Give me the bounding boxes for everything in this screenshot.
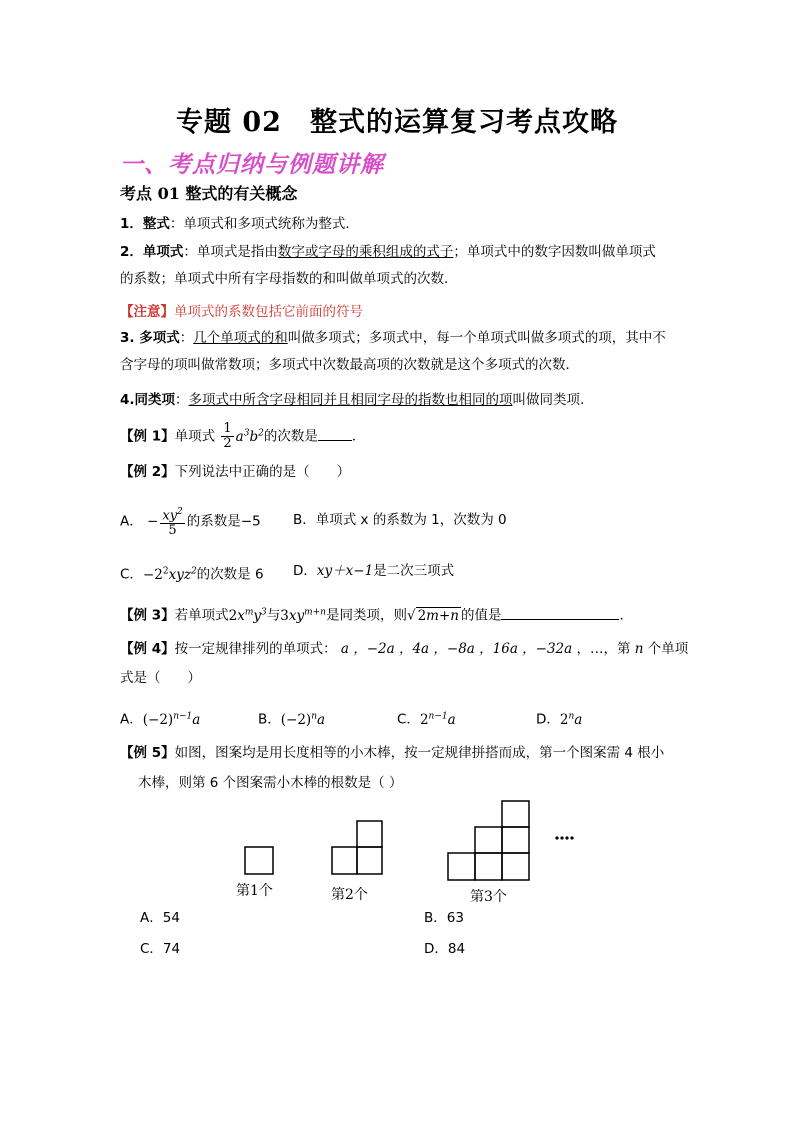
ex3-end: ． [619, 607, 633, 624]
fig3-square-1 [448, 853, 475, 880]
ex4-n: n [630, 641, 648, 657]
ex4-option-a[interactable] [120, 706, 200, 730]
fig-label-1: 第1个 [236, 883, 273, 899]
ex3-pre: 若单项式 [174, 607, 229, 624]
def-2 [120, 242, 656, 262]
ex4-b-math: $(-2)^na$ [280, 711, 326, 728]
ex4-c-math: $2^{n-1}a$ [419, 711, 456, 728]
ex2-c-math: $-2^2xyz^2$ [142, 566, 197, 583]
def-3-line2: 含字母的项叫做常数项；多项式中次数最高项的次数就是这个多项式的次数． [120, 357, 579, 373]
ex2-tag: 【例 2】 [120, 464, 175, 480]
ellipsis-dots [555, 836, 573, 839]
fig2-square-3 [357, 821, 382, 847]
def-1 [120, 214, 359, 234]
example-5 [120, 743, 664, 763]
def-2-underlined: 数字或字母的乘积组成的式子 [277, 244, 454, 260]
ex3-sqrt: √ 2m+n [406, 607, 459, 624]
example-2 [120, 462, 350, 482]
ex4-sequence: a ，−2a ，4a ，−8a ，16a ，−32a [336, 641, 577, 657]
fig2-square-2 [357, 847, 382, 874]
def-1-text: ：单项式和多项式统称为整式． [169, 216, 359, 232]
ex3-tag: 【例 3】 [120, 607, 175, 624]
example-3 [120, 602, 633, 626]
def-4-underlined: 多项式中所含字母相同并且相同字母的指数也相同的项 [188, 392, 513, 408]
ex5-option-d[interactable]: D．84 [424, 941, 466, 957]
ex4-tag: 【例 4】 [120, 641, 175, 657]
section-heading: 一、考点归纳与例题讲解 [120, 152, 384, 178]
ex2-d-text: 是二次三项式 [373, 563, 455, 579]
ex2-a-fraction [160, 505, 184, 538]
def-2-label: 2．单项式 [120, 244, 184, 260]
ex4-a-label: A． [120, 711, 143, 728]
ex3-term1: $2x^my^3$ [228, 607, 267, 624]
note-text: 单项式的系数包括它前面的符号 [174, 304, 363, 320]
ex2-a-num: $xy^2$ [162, 507, 183, 524]
ex2-option-d[interactable] [293, 561, 454, 581]
ex4-c-label: C． [397, 711, 420, 728]
ex4-option-c[interactable] [397, 706, 456, 730]
page-title [0, 100, 794, 139]
ex2-c-text: 的次数是 6 [196, 566, 264, 583]
ex2-option-a[interactable] [120, 505, 261, 538]
ex5-figure [230, 795, 590, 907]
ex3-answer-blank[interactable] [501, 605, 619, 620]
def-4-post: 叫做同类项. [512, 392, 585, 408]
ex4-pre: 按一定规律排列的单项式： [174, 641, 337, 657]
ex5-option-b[interactable]: B．63 [424, 910, 464, 926]
ex4-d-label: D． [536, 711, 560, 728]
fig2-square-1 [332, 847, 357, 874]
ex1-pre: 单项式 [174, 428, 216, 445]
ex4-d-math: 2$^n$a [559, 711, 583, 728]
fig1-square [245, 847, 273, 874]
def-2-line2: 的系数；单项式中所有字母指数的和叫做单项式的次数． [120, 271, 458, 287]
def-4 [120, 390, 584, 410]
ex2-c-label: C． [120, 566, 143, 583]
example-1 [120, 422, 365, 451]
note [120, 302, 363, 322]
def-3 [120, 328, 666, 348]
ex2-text: 下列说法中正确的是（ ） [174, 464, 351, 480]
fig-label-3: 第3个 [470, 889, 507, 905]
fig3-square-3 [502, 853, 529, 880]
ex4-option-b[interactable] [258, 706, 325, 730]
title-part1: 专题 02 [176, 107, 282, 138]
ex5-option-c[interactable]: C．74 [140, 941, 181, 957]
def-1-label: 1．整式 [120, 216, 170, 232]
ex2-d-label: D． [293, 563, 317, 579]
ex3-mid: 与 [266, 607, 281, 624]
def-4-label: 4.同类项 [120, 392, 176, 408]
kaodian-heading: 考点 01 整式的有关概念 [120, 184, 298, 203]
ex2-d-math: xy＋x−1 [316, 563, 374, 579]
ex4-b-label: B． [258, 711, 281, 728]
ex1-post: 的次数是 [263, 428, 318, 445]
ex3-after: 的值是 [460, 607, 502, 624]
ex1-answer-blank[interactable] [318, 426, 352, 441]
def-4-pre: ： [175, 392, 189, 408]
ex2-a-den: 5 [168, 523, 177, 539]
ex2-a-text: 的系数是−5 [186, 513, 261, 530]
ex3-post: 是同类项，则 [325, 607, 407, 624]
note-bracket: 【注意】 [120, 304, 174, 320]
def-3-label: 3. 多项式 [120, 330, 180, 346]
def-3-post: 叫做多项式；多项式中，每一个单项式叫做多项式的项，其中不 [287, 330, 666, 346]
ex4-option-d[interactable] [536, 706, 582, 730]
ex4-line2: 式是（ ） [120, 670, 201, 686]
ex3-term2: $3xy^{m+n}$ [280, 607, 326, 624]
fig3-square-5 [502, 827, 529, 853]
ex2-a-label: A． [120, 513, 143, 530]
ex2-a-minus: − [142, 513, 159, 530]
fig-label-2: 第2个 [331, 887, 368, 903]
ex1-fraction [221, 422, 233, 451]
fig3-square-2 [475, 853, 502, 880]
title-part2: 整式的运算复习考点攻略 [309, 107, 618, 138]
ex1-frac-den: 2 [223, 436, 232, 451]
ex5-option-a[interactable]: A．54 [140, 910, 180, 926]
def-3-underlined: 几个单项式的和 [193, 330, 288, 346]
ex5-tag: 【例 5】 [120, 745, 175, 761]
ex5-line2: 木棒，则第 6 个图案需小木棒的根数是（ ） [138, 775, 403, 791]
fig3-square-4 [475, 827, 502, 853]
ex4-post: ，…，第 [576, 641, 631, 657]
ex2-option-c[interactable] [120, 561, 264, 585]
ex1-expr: $a^3b^2$ [235, 428, 264, 445]
ex2-option-b[interactable]: B．单项式 x 的系数为 1，次数为 0 [293, 512, 507, 528]
fig3-square-6 [502, 801, 529, 827]
ex1-tag: 【例 1】 [120, 428, 175, 445]
def-2-pre: ：单项式是指由 [183, 244, 278, 260]
ex1-end: ． [351, 428, 366, 445]
ex1-frac-num: 1 [223, 421, 232, 436]
def-3-pre: ： [179, 330, 194, 346]
ex5-line1: 如图，图案均是用长度相等的小木棒，按一定规律拼搭而成，第一个图案需 4 根小 [174, 745, 665, 761]
example-4 [120, 639, 688, 659]
ex4-a-math: $(-2)^{n-1}a$ [142, 711, 201, 728]
def-2-post: ；单项式中的数字因数叫做单项式 [453, 244, 656, 260]
ex4-post2: 个单项 [647, 641, 689, 657]
